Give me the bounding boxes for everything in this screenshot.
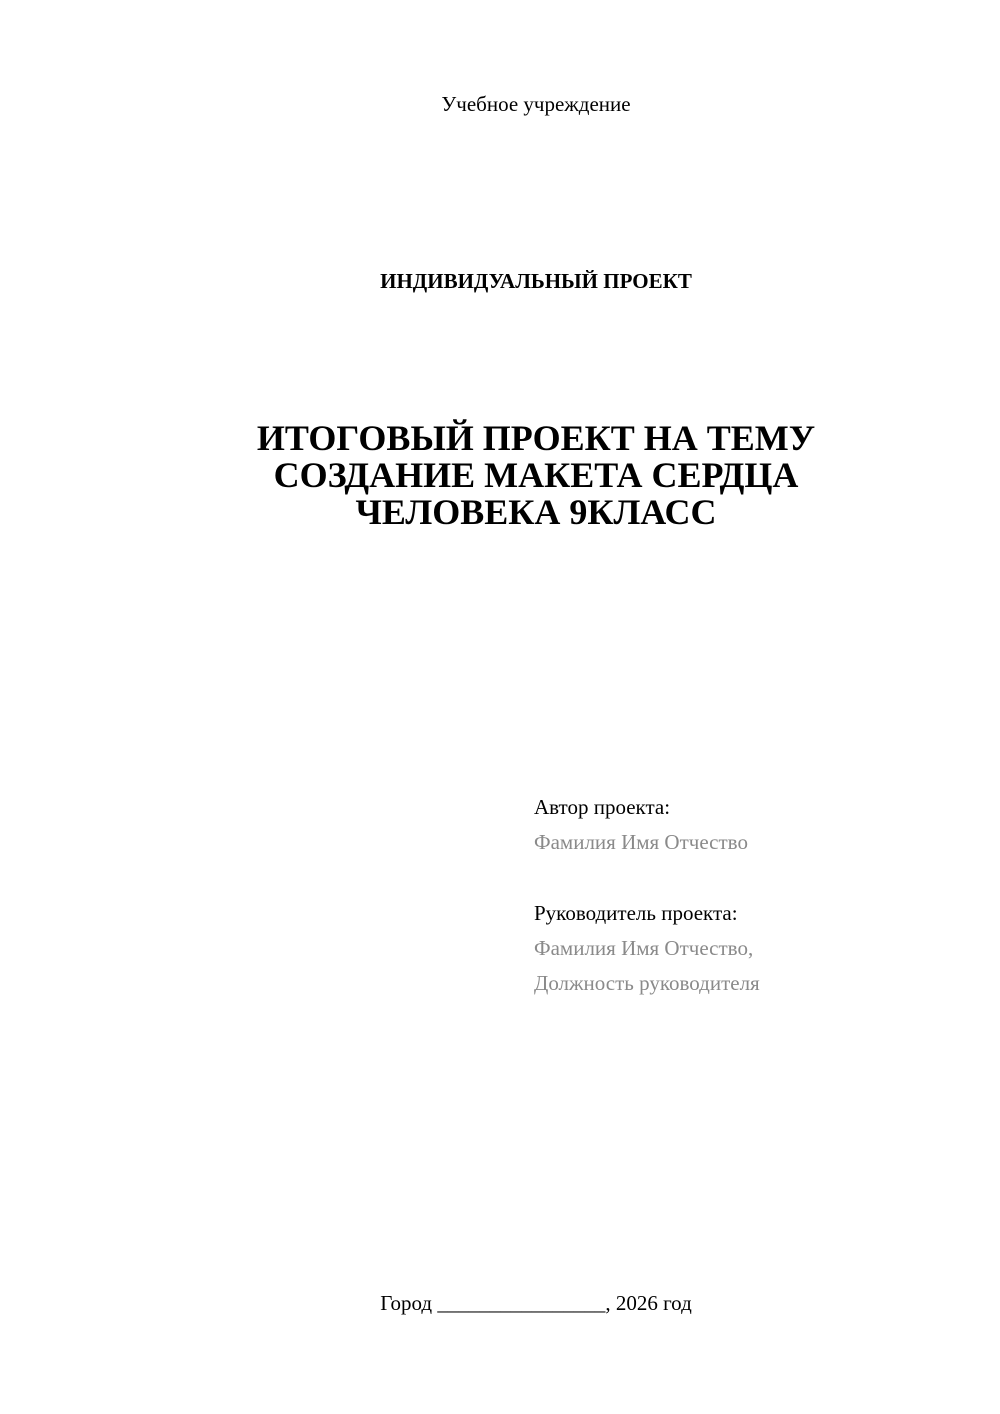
project-title-line: ИТОГОВЫЙ ПРОЕКТ НА ТЕМУ: [256, 418, 816, 458]
author-label: Автор проекта:: [534, 795, 671, 819]
project-title-line: СОЗДАНИЕ МАКЕТА СЕРДЦА: [273, 455, 799, 495]
supervisor-name: Фамилия Имя Отчество,: [534, 936, 754, 960]
institution-name: Учебное учреждение: [441, 92, 631, 116]
supervisor-label: Руководитель проекта:: [534, 901, 738, 925]
city-year-line: Город ________________, 2026 год: [380, 1291, 692, 1315]
project-title-line: ЧЕЛОВЕКА 9КЛАСС: [355, 492, 717, 532]
author-name: Фамилия Имя Отчество: [534, 830, 748, 854]
credits-block: [534, 790, 760, 1001]
project-title: [0, 420, 1000, 531]
spacer: [534, 860, 760, 896]
supervisor-position: Должность руководителя: [534, 971, 760, 995]
project-type-heading: ИНДИВИДУАЛЬНЫЙ ПРОЕКТ: [380, 269, 692, 293]
